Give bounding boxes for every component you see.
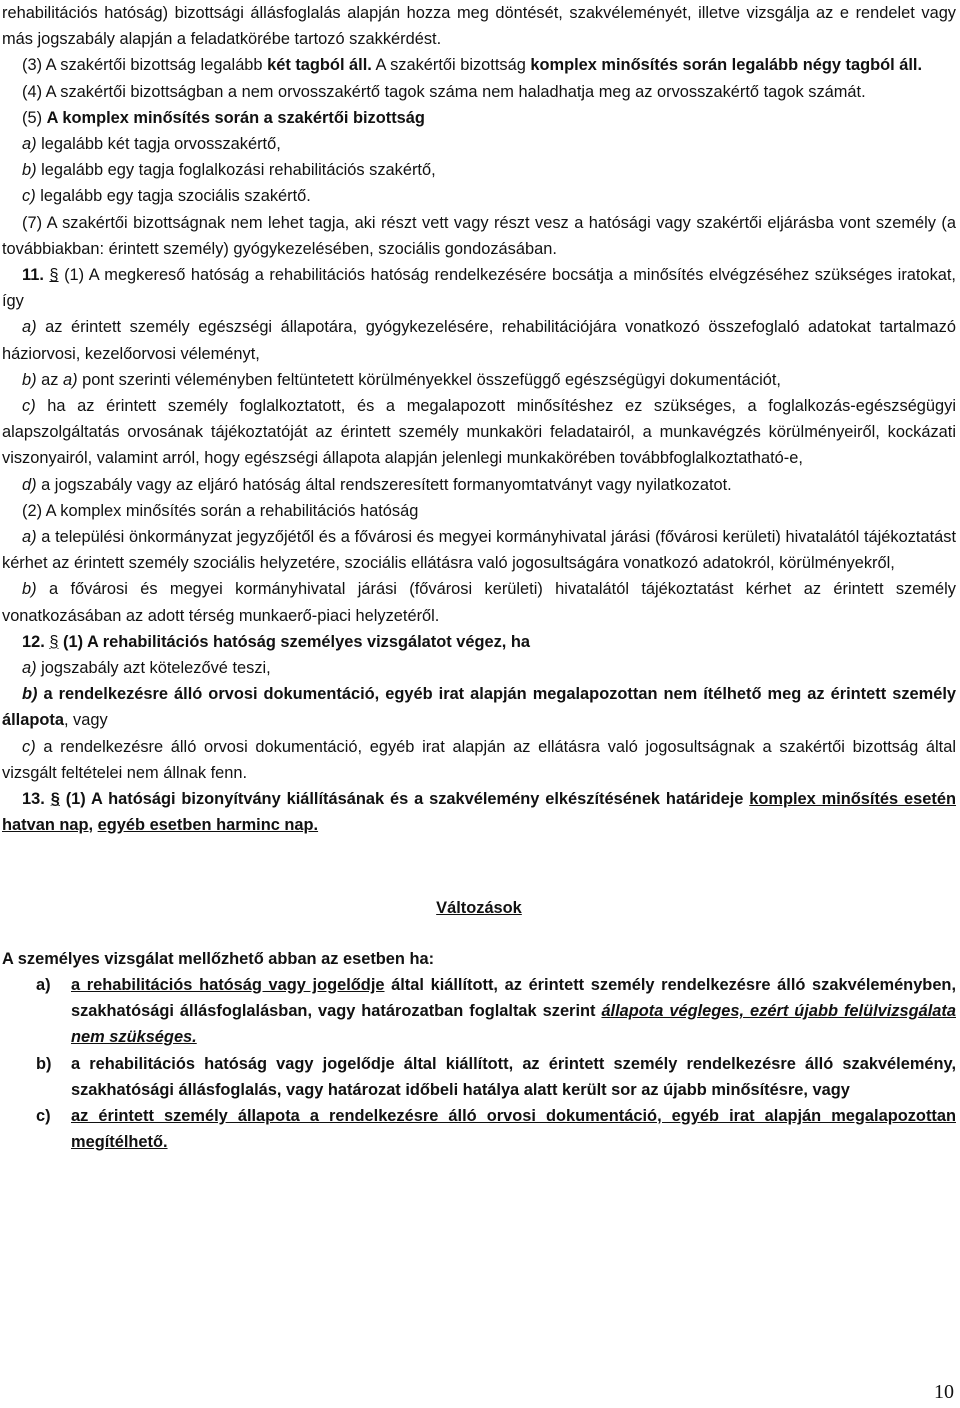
section-title: Változások <box>436 898 522 917</box>
point-5b <box>2 157 956 183</box>
point-12c-text: a rendelkezésre álló orvosi dokumentáció, egyéb irat alapján az ellátásra való jogosultságnak a szakértői bizottság által vizsgált feltételei nem állnak fenn. <box>2 737 956 782</box>
paragraph-continuation: rehabilitációs hatóság) bizottsági állásfoglalás alapján hozza meg döntését, szakvéleményét, illetve vizsgálja az e rendelet vagy más jogszabály alapján a feladatkörébe tartozó szakkérdést. <box>2 4 956 49</box>
point-11b-ref: a) <box>63 370 78 389</box>
point-12b-label: b) <box>22 685 38 704</box>
point-11-2a-text: a települési önkormányzat jegyzőjétől és a fővárosi és megyei kormányhivatal járási (fővárosi kerületi) hivatalától tájékoztatást kérhet az érintett személy szociális helyzetére, szociális ellátásra való jogosultságára vonatkozó adatokról, körülményekről, <box>2 528 956 573</box>
p3-bold-d: komplex minősítés során legalább négy tagból áll. <box>530 56 923 75</box>
point-11-2b <box>2 576 956 628</box>
point-5b-text: legalább egy tagja foglalkozási rehabilitációs szakértő, <box>36 161 436 180</box>
list-item-label: a) <box>36 975 51 994</box>
list-item-a-text: által kiállított, az érintett személy rendelkezésre álló szakvéleményben, szakhatósági állásfoglalásban, vagy határozatban foglaltak szerint <box>71 975 957 1021</box>
point-11a-label: a) <box>22 318 37 337</box>
section-11-2: (2) A komplex minősítés során a rehabilitációs hatóság <box>22 501 419 520</box>
point-11d-label: d) <box>22 475 37 494</box>
point-12a <box>2 655 956 681</box>
list-item-a-underlined-1: a rehabilitációs hatóság vagy jogelődje <box>71 975 385 994</box>
section-12-1 <box>2 629 956 655</box>
section-13-deadline-2: egyéb esetben harminc nap. <box>97 816 319 835</box>
paragraph-5 <box>2 105 956 131</box>
point-12c <box>2 734 956 786</box>
point-11c <box>2 393 956 472</box>
section-12-num: 12. <box>22 632 45 651</box>
section-13-sign: § <box>50 790 60 809</box>
point-11-2b-text: a fővárosi és megyei kormányhivatal járási (fővárosi kerületi) hivatalától tájékoztatást kérhet az érintett személy vonatkozásában az adott térség munkaerő-piaci helyzetéről. <box>2 580 956 625</box>
intro-text: A személyes vizsgálat mellőzhető abban az esetben ha: <box>2 949 435 968</box>
paragraph-4: (4) A szakértői bizottságban a nem orvosszakértő tagok száma nem haladhatja meg az orvosszakértő tagok számát. <box>22 82 866 101</box>
point-11-2a <box>2 524 956 576</box>
spacer <box>2 839 956 867</box>
paragraph-3 <box>2 52 956 78</box>
p5-num: (5) <box>22 108 47 127</box>
point-5b-label: b) <box>22 161 37 180</box>
p3-bold-b: két tagból áll. <box>267 56 372 75</box>
point-11d-text: a jogszabály vagy az eljáró hatóság által rendszeresített formanyomtatványt vagy nyilatkozatot. <box>36 475 732 494</box>
section-12-text: (1) A rehabilitációs hatóság személyes vizsgálatot végez, ha <box>58 632 531 651</box>
point-12b <box>2 681 956 733</box>
point-12b-tail: , vagy <box>63 711 108 730</box>
point-11b <box>2 367 956 393</box>
point-12a-label: a) <box>22 659 37 678</box>
point-12a-text: jogszabály azt kötelezővé teszi, <box>36 659 271 678</box>
list-item-label: c) <box>36 1106 51 1125</box>
point-11c-label: c) <box>22 397 36 416</box>
point-5a-label: a) <box>22 135 37 154</box>
section-12-sign: § <box>49 632 59 651</box>
point-11b-label: b) <box>22 370 37 389</box>
point-11a <box>2 314 956 366</box>
section-11-num: 11. <box>22 266 44 285</box>
section-13-comma: , <box>88 816 98 835</box>
point-11-2b-label: b) <box>22 580 37 599</box>
conditions-list <box>2 972 956 1155</box>
spacer <box>2 867 956 895</box>
point-12b-text: a rendelkezésre álló orvosi dokumentáció, egyéb irat alapján megalapozottan nem ítélhető meg az érintett személy állapota <box>2 685 956 730</box>
section-13-text: (1) A hatósági bizonyítvány kiállításának és a szakvélemény elkészítésének határideje <box>59 790 750 809</box>
point-5c <box>2 183 956 209</box>
point-5a-text: legalább két tagja orvosszakértő, <box>36 135 281 154</box>
page-number: 10 <box>934 1381 954 1403</box>
section-11-1 <box>2 262 956 314</box>
list-item-b <box>2 1051 956 1103</box>
point-5c-text: legalább egy tagja szociális szakértő. <box>35 187 311 206</box>
point-12c-label: c) <box>22 737 36 756</box>
spacer <box>2 921 956 946</box>
p5-bold: A komplex minősítés során a szakértői bizottság <box>46 108 425 127</box>
point-11b-text-2: pont szerinti véleményben feltüntetett körülményekkel összefüggő egészségügyi dokumentációt, <box>77 370 781 389</box>
list-item-a <box>2 972 956 1051</box>
list-item-c <box>2 1103 956 1155</box>
point-11d <box>2 472 956 498</box>
section-13-num: 13. <box>22 790 45 809</box>
list-item-c-underlined: az érintett személy állapota a rendelkezésre álló orvosi dokumentáció, egyéb irat alapján megalapozottan megítélhető. <box>71 1106 956 1152</box>
point-11c-text: ha az érintett személy foglalkoztatott, és a megalapozott minősítéshez ez szükséges, a foglalkozás-egészségügyi alapszolgáltatás orvosának tájékoztatóját az érintett személy munkaköri feladatairól, a munkavégzés körülményeiről, kockázati viszonyairól, valamint arról, hogy egészségi állapota alapján jelenlegi munkakörében továbbfoglalkoztatható-e, <box>2 397 956 468</box>
p3-text-c: A szakértői bizottság <box>371 56 531 75</box>
section-11-text: (1) A megkereső hatóság a rehabilitációs hatóság rendelkezésére bocsátja a minősítés elvégzéséhez szükséges iratokat, így <box>2 266 956 311</box>
section-13-deadline-1: komplex minősítés esetén hatvan nap <box>2 790 956 835</box>
list-item-a-underlined-2: állapota végleges, ezért újabb felülvizsgálata nem szükséges. <box>71 1002 956 1047</box>
p3-text-a: (3) A szakértői bizottság legalább <box>22 56 268 75</box>
point-11-2a-label: a) <box>22 528 37 547</box>
paragraph-7: (7) A szakértői bizottságnak nem lehet tagja, aki részt vett vagy részt vesz a hatósági vagy szakértői eljárásba vont személy (a továbbiakban: érintett személy) gyógykezelésében, szociális gondozásában. <box>2 213 956 258</box>
document-body <box>2 0 956 1155</box>
section-11-sign: § <box>49 266 59 285</box>
point-5a <box>2 131 956 157</box>
section-13-1 <box>2 786 956 838</box>
point-5c-label: c) <box>22 187 36 206</box>
list-item-b-text: a rehabilitációs hatóság vagy jogelődje által kiállított, az érintett személy rendelkezésre álló szakvélemény, szakhatósági állásfoglalás, vagy határozat időbeli hatálya alatt került sor az újabb minősítésre, vagy <box>71 1054 956 1099</box>
point-11a-text: az érintett személy egészségi állapotára, gyógykezelésére, rehabilitációjára vonatkozó összefoglaló adatokat tartalmazó háziorvosi, kezelőorvosi véleményt, <box>2 318 956 363</box>
list-item-label: b) <box>36 1054 52 1073</box>
point-11b-text-1: az <box>36 370 63 389</box>
